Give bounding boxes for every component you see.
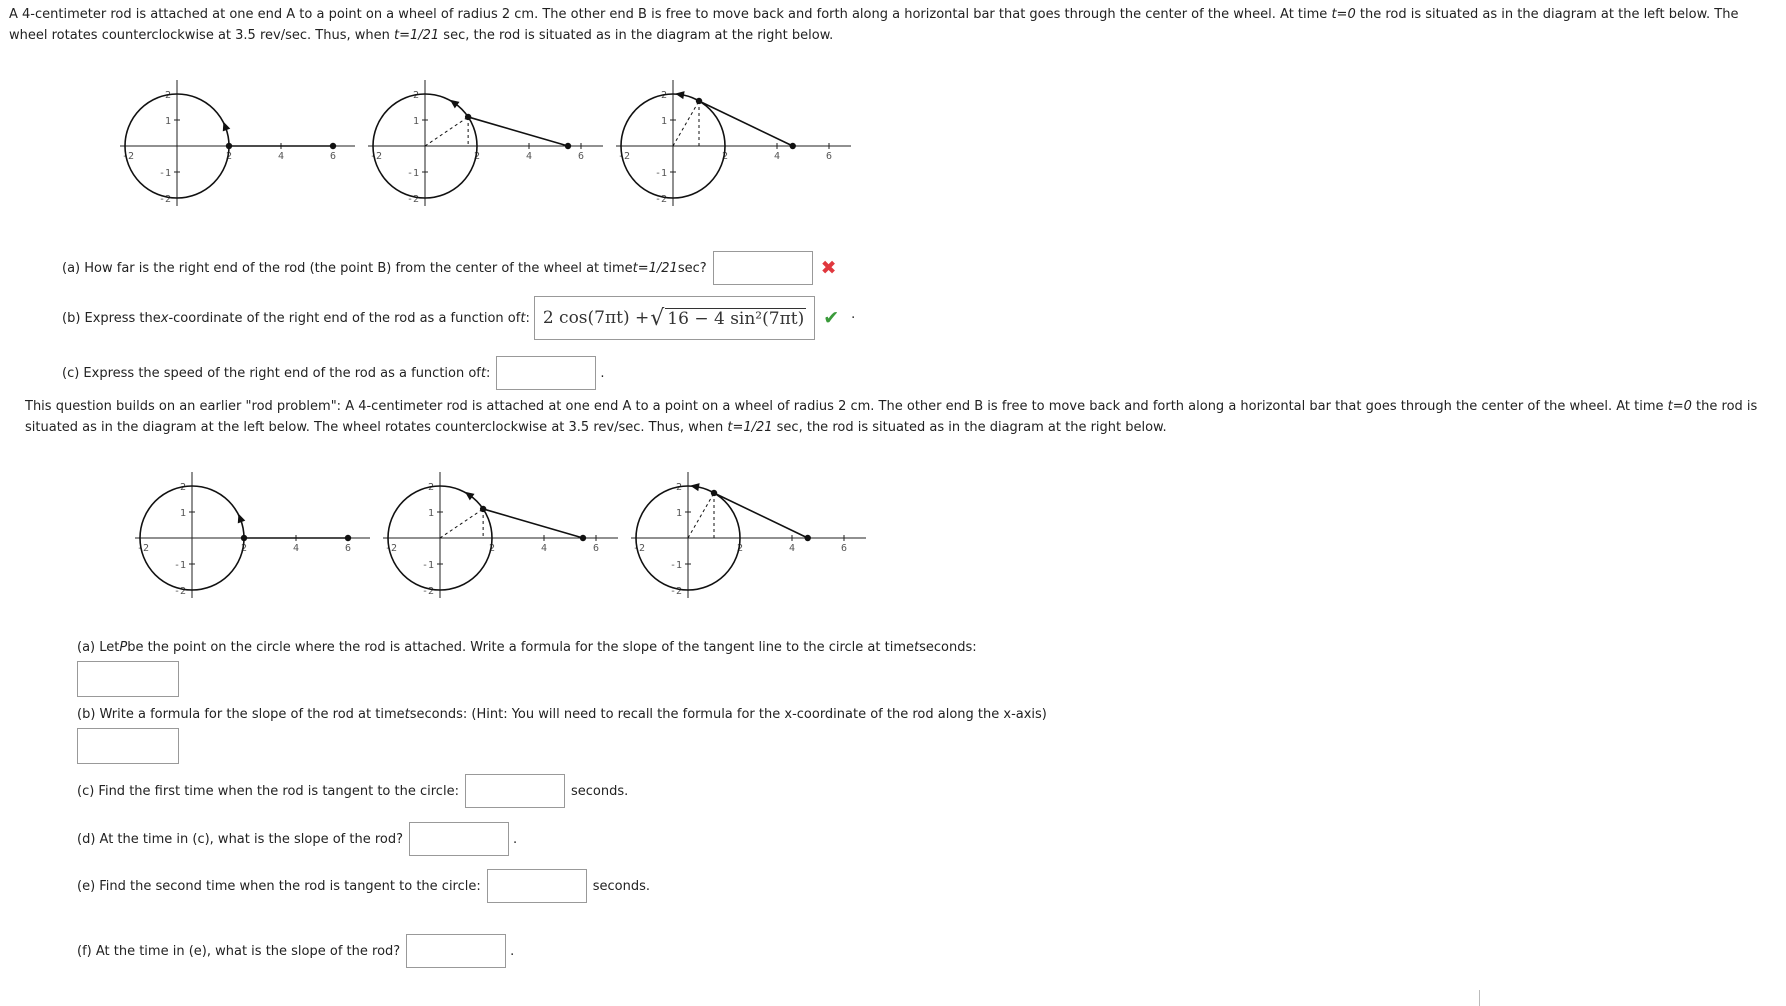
problem2-answer-e-input[interactable] — [487, 869, 587, 903]
problem1-question-a: (a) How far is the right end of the rod (the point B) from the center of the wheel at time t=1/21 sec? ✖ — [62, 251, 837, 285]
diagram2-t-mid — [383, 470, 623, 600]
point-a — [696, 98, 702, 104]
problem2-diagrams — [135, 470, 871, 604]
x-tick-label: -2 — [122, 151, 135, 162]
y-tick-label: -2 — [422, 586, 435, 597]
x-tick-label: 2 — [474, 151, 481, 162]
y-tick-label: -2 — [670, 586, 683, 597]
x-tick-label: 6 — [330, 151, 337, 162]
problem2-answer-b-input[interactable] — [77, 728, 179, 764]
x-tick-label: -2 — [137, 543, 150, 554]
diagram-t0 — [120, 78, 360, 208]
x-tick-label: -2 — [633, 543, 646, 554]
y-tick-label: 1 — [661, 116, 668, 127]
radius-dashed — [673, 101, 699, 146]
rod — [483, 509, 583, 538]
rotation-arrow-icon — [238, 514, 246, 524]
rotation-arrow-icon — [223, 122, 231, 132]
problem2-intro: This question builds on an earlier "rod problem": A 4-centimeter rod is attached at one end A to a point on a wheel of radius 2 cm. The other end B is free to move back and forth along a horizontal bar that goes through the center of the wheel. At time t=0 the rod is situated as in the diagram at the left below. The wheel rotates counterclockwise at 3.5 rev/sec. Thus, when t=1/21 sec, the rod is situated as in the diagram at the right below. — [25, 399, 1758, 435]
y-tick-label: -1 — [159, 168, 172, 179]
point-a — [480, 506, 486, 512]
radius-dashed — [440, 509, 483, 538]
x-tick-label: -2 — [618, 151, 631, 162]
rotation-arrow-icon — [465, 492, 475, 501]
y-tick-label: -2 — [159, 194, 172, 205]
x-tick-label: 4 — [526, 151, 533, 162]
y-tick-label: 2 — [165, 90, 172, 101]
problem1-question-c: (c) Express the speed of the right end of the rod as a function of t : . — [62, 356, 605, 390]
divider — [1479, 990, 1480, 1006]
point-b — [345, 535, 351, 541]
point-b — [565, 143, 571, 149]
problem1-intro: A 4-centimeter rod is attached at one end A to a point on a wheel of radius 2 cm. The other end B is free to move back and forth along a horizontal bar that goes through the center of the wheel. At time t=0 the rod is situated as in the diagram at the left below. The wheel rotates counterclockwise at 3.5 rev/sec. Thus, when t=1/21 sec, the rod is situated as in the diagram at the right below. — [9, 7, 1739, 43]
y-tick-label: -1 — [407, 168, 420, 179]
sqrt-expression: √ 16 − 4 sin²(7πt) — [650, 305, 805, 331]
x-tick-label: 6 — [345, 543, 352, 554]
x-tick-label: 4 — [541, 543, 548, 554]
y-tick-label: -1 — [174, 560, 187, 571]
y-tick-label: 2 — [413, 90, 420, 101]
diagram2-t-1-21 — [631, 470, 871, 600]
point-b — [330, 143, 336, 149]
x-tick-label: 6 — [593, 543, 600, 554]
y-tick-label: -1 — [670, 560, 683, 571]
rod — [468, 117, 568, 146]
y-tick-label: 1 — [180, 508, 187, 519]
x-tick-label: 6 — [578, 151, 585, 162]
radius-dashed — [688, 493, 714, 538]
y-tick-label: 1 — [676, 508, 683, 519]
y-tick-label: 1 — [165, 116, 172, 127]
x-tick-label: 4 — [293, 543, 300, 554]
problem2-answer-c-input[interactable] — [465, 774, 565, 808]
rotation-arrow-icon — [675, 91, 685, 99]
y-tick-label: -2 — [655, 194, 668, 205]
y-tick-label: 2 — [180, 482, 187, 493]
problem2-answer-a-input[interactable] — [77, 661, 179, 697]
rod — [699, 101, 793, 146]
rotation-arrow-icon — [450, 100, 460, 109]
problem2-question-c: (c) Find the first time when the rod is tangent to the circle: seconds. — [77, 774, 628, 808]
x-tick-label: 2 — [722, 151, 729, 162]
y-tick-label: 2 — [676, 482, 683, 493]
y-tick-label: 2 — [428, 482, 435, 493]
x-tick-label: 2 — [489, 543, 496, 554]
answer-c-input[interactable] — [496, 356, 596, 390]
x-tick-label: 2 — [226, 151, 233, 162]
point-b — [580, 535, 586, 541]
diagram-t-1-21 — [616, 78, 856, 208]
y-tick-label: -2 — [174, 586, 187, 597]
problem1-diagrams — [120, 78, 856, 212]
x-tick-label: 4 — [774, 151, 781, 162]
problem2-question-e: (e) Find the second time when the rod is tangent to the circle: seconds. — [77, 869, 650, 903]
answer-b-formula-input[interactable]: 2 cos(7πt) + √ 16 − 4 sin²(7πt) — [534, 296, 815, 340]
point-a — [465, 114, 471, 120]
x-tick-label: 6 — [841, 543, 848, 554]
x-tick-label: 4 — [278, 151, 285, 162]
point-b — [805, 535, 811, 541]
point-b — [790, 143, 796, 149]
x-tick-label: -2 — [370, 151, 383, 162]
problem1-question-b: (b) Express the x -coordinate of the right end of the rod as a function of t : 2 cos(7πt) + √ 16 − 4 sin²(7πt) ✔ · — [62, 296, 855, 340]
y-tick-label: -1 — [422, 560, 435, 571]
diagram2-t0 — [135, 470, 375, 600]
problem2-answer-d-input[interactable] — [409, 822, 509, 856]
y-tick-label: 1 — [413, 116, 420, 127]
diagram-t-mid — [368, 78, 608, 208]
problem2-question-a: (a) Let P be the point on the circle where the rod is attached. Write a formula for the slope of the tangent line to the circle at time t seconds: — [77, 640, 977, 655]
y-tick-label: 1 — [428, 508, 435, 519]
rotation-arrow-icon — [690, 483, 700, 491]
incorrect-icon: ✖ — [820, 257, 837, 279]
x-tick-label: -2 — [385, 543, 398, 554]
problem2-question-f: (f) At the time in (e), what is the slope of the rod? . — [77, 934, 514, 968]
rod — [714, 493, 808, 538]
x-tick-label: 6 — [826, 151, 833, 162]
point-a — [711, 490, 717, 496]
y-tick-label: -1 — [655, 168, 668, 179]
point-a — [226, 143, 232, 149]
x-tick-label: 2 — [737, 543, 744, 554]
point-a — [241, 535, 247, 541]
y-tick-label: 2 — [661, 90, 668, 101]
x-tick-label: 4 — [789, 543, 796, 554]
answer-a-input[interactable] — [713, 251, 813, 285]
correct-icon: ✔ — [823, 307, 840, 329]
y-tick-label: -2 — [407, 194, 420, 205]
radius-dashed — [425, 117, 468, 146]
problem2-answer-f-input[interactable] — [406, 934, 506, 968]
x-tick-label: 2 — [241, 543, 248, 554]
problem2-question-b: (b) Write a formula for the slope of the rod at time t seconds: (Hint: You will need to recall the formula for the x-coordinate of the rod along the x-axis) — [77, 707, 1047, 722]
problem2-question-d: (d) At the time in (c), what is the slope of the rod? . — [77, 822, 517, 856]
